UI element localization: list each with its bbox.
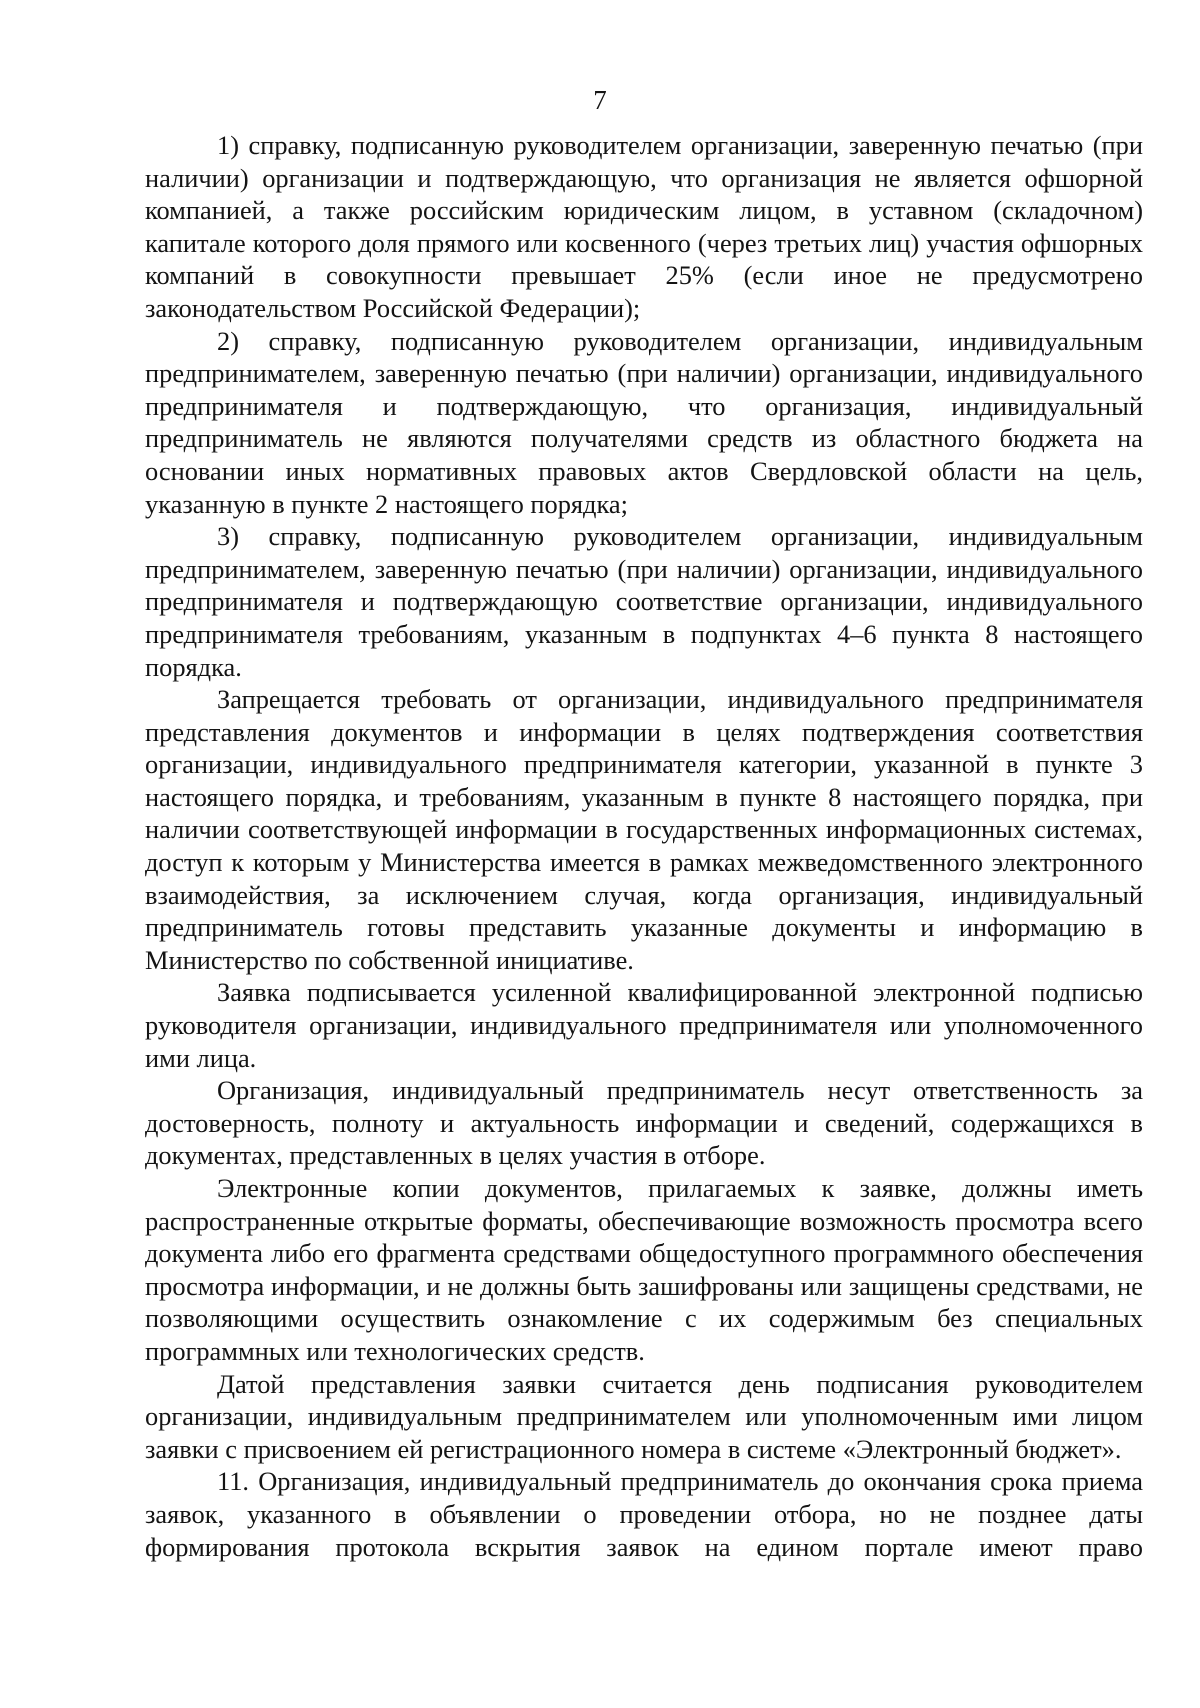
paragraph-item-3: 3) справку, подписанную руководителем организации, индивидуальным предпринимателем, заверенную печатью (при наличии) организации, индивидуального предпринимателя и подтверждающую соответствие организации, индивидуального предпринимателя требованиям, указанным в подпунктах 4–6 пункта 8 настоящего порядка.: [145, 521, 1143, 682]
page-number: 7: [593, 85, 607, 115]
paragraph-item-2: 2) справку, подписанную руководителем организации, индивидуальным предпринимателем, заверенную печатью (при наличии) организации, индивидуального предпринимателя и подтверждающую, что организация, индивидуальный предприниматель не являются получателями средств из областного бюджета на основании иных нормативных правовых актов Свердловской области на цель, указанную в пункте 2 настоящего порядка;: [145, 325, 1143, 519]
document-body: [145, 129, 1143, 1563]
paragraph-submission-date: Датой представления заявки считается день подписания руководителем организации, индивидуальным предпринимателем или уполномоченным ими лицом заявки с присвоением ей регистрационного номера в системе «Электронный бюджет».: [145, 1368, 1143, 1464]
paragraph-responsibility: Организация, индивидуальный предприниматель несут ответственность за достоверность, полноту и актуальность информации и сведений, содержащихся в документах, представленных в целях участия в отборе.: [145, 1075, 1143, 1171]
paragraph-item-1: 1) справку, подписанную руководителем организации, заверенную печатью (при наличии) организации и подтверждающую, что организация не является офшорной компанией, а также российским юридическим лицом, в уставном (складочном) капитале которого доля прямого или косвенного (через третьих лиц) участия офшорных компаний в совокупности превышает 25% (если иное не предусмотрено законодательством Российской Федерации);: [145, 130, 1143, 323]
paragraph-section-11: 11. Организация, индивидуальный предприниматель до окончания срока приема заявок, указанного в объявлении о проведении отбора, но не позднее даты формирования протокола вскрытия заявок на едином портале имеют право: [145, 1466, 1143, 1562]
paragraph-electronic-copies: Электронные копии документов, прилагаемых к заявке, должны иметь распространенные открытые форматы, обеспечивающие возможность просмотра всего документа либо его фрагмента средствами общедоступного программного обеспечения просмотра информации, и не должны быть зашифрованы или защищены средствами, не позволяющими осуществить ознакомление с их содержимым без специальных программных или технологических средств.: [145, 1173, 1143, 1366]
paragraph-prohibition: Запрещается требовать от организации, индивидуального предпринимателя представления документов и информации в целях подтверждения соответствия организации, индивидуального предпринимателя категории, указанной в пункте 3 настоящего порядка, и требованиям, указанным в пункте 8 настоящего порядка, при наличии соответствующей информации в государственных информационных системах, доступ к которым у Министерства имеется в рамках межведомственного электронного взаимодействия, за исключением случая, когда организация, индивидуальный предприниматель готовы представить указанные документы и информацию в Министерство по собственной инициативе.: [145, 684, 1143, 975]
paragraph-signature: Заявка подписывается усиленной квалифицированной электронной подписью руководителя организации, индивидуального предпринимателя или уполномоченного ими лица.: [145, 977, 1143, 1073]
